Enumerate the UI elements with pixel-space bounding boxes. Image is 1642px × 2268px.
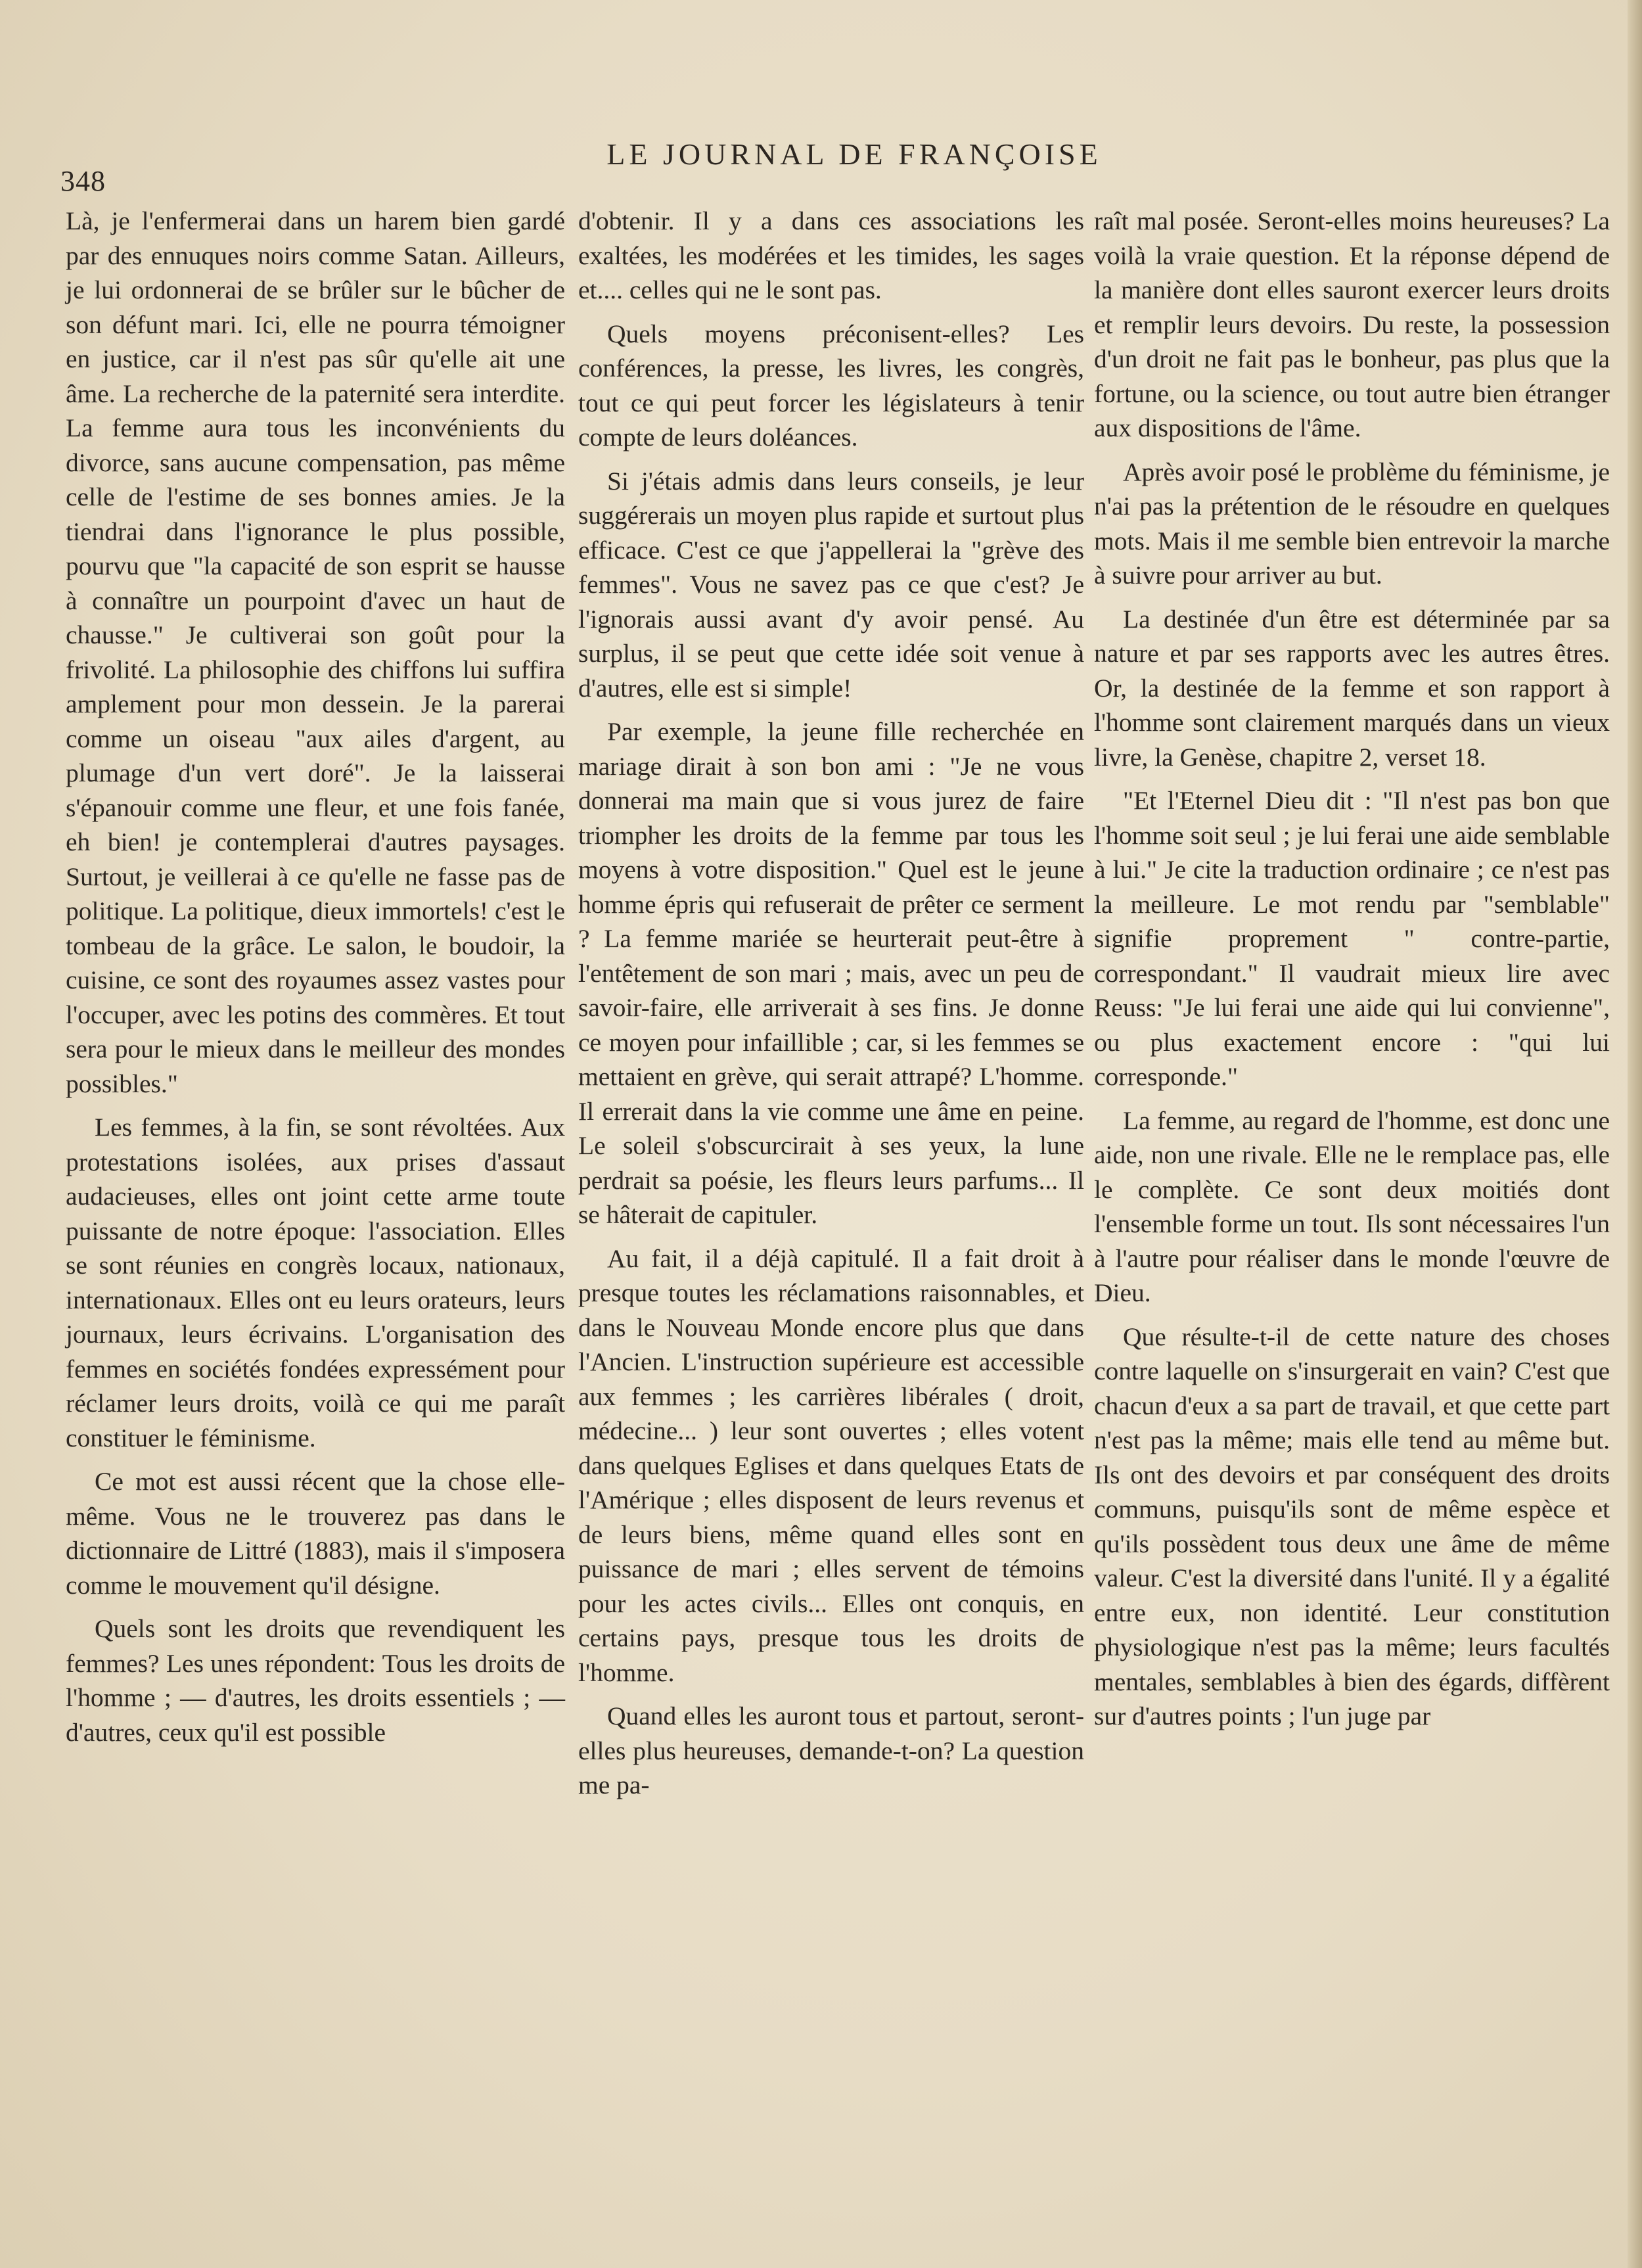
paragraph: Les femmes, à la fin, se sont révoltées. Aux protestations isolées, aux prises d'assaut audacieuses, elles ont joint cette arme toute puissante de notre époque: l'association. Elles se sont réunies en congrès locaux, nationaux, internationaux. Elles ont eu leurs orateurs, leurs journaux, leurs écrivains. L'organisation des femmes en sociétés fondées expressément pour réclamer leurs droits, voilà ce qui me paraît constituer le féminisme. (66, 1113, 565, 1452)
paragraph: Par exemple, la jeune fille recherchée en mariage dirait à son bon ami : "Je ne vous donnerai ma main que si vous jurez de faire triompher les droits de la femme par tous les moyens à votre disposition." Quel est le jeune homme épris qui refuserait de prêter ce serment ? La femme mariée se heurterait peut-être à l'entêtement de son mari ; mais, avec un peu de savoir-faire, elle arriverait à ses fins. Je donne ce moyen pour infaillible ; car, si les femmes se mettaient en grève, qui serait attrapé? L'homme. Il errerait dans la vie comme une âme en peine. Le soleil s'obscurcirait à ses yeux, la lune perdrait sa poésie, les fleurs leurs parfums... Il se hâterait de capituler. (578, 717, 1084, 1229)
paragraph: Ce mot est aussi récent que la chose elle-même. Vous ne le trouverez pas dans le dictionnaire de Littré (1883), mais il s'imposera comme le mouvement qu'il désigne. (66, 1467, 565, 1600)
paragraph: Quand elles les auront tous et partout, seront-elles plus heureuses, demande-t-on? La question me pa- (578, 1701, 1084, 1799)
page-edge (1628, 0, 1642, 2268)
paragraph: Après avoir posé le problème du féminisme, je n'ai pas la prétention de le résoudre en quelques mots. Mais il me semble bien entrevoir la marche à suivre pour arriver au but. (1094, 457, 1610, 590)
page-number: 348 (60, 165, 106, 197)
paragraph: Que résulte-t-il de cette nature des choses contre laquelle on s'insurgerait en vain? C'est que chacun d'eux a sa part de travail, et que cette part n'est pas la même; mais elle tend au même but. Ils ont des devoirs et par conséquent des droits communs, puisqu'ils sont de même espèce et qu'ils possèdent tous deux une âme de même valeur. C'est la diversité dans l'unité. Il y a égalité entre eux, non identité. Leur constitution physiologique n'est pas la même; leurs facultés mentales, semblables à bien des égards, diffèrent sur d'autres points ; l'un juge par (1094, 1322, 1610, 1730)
paragraph: Au fait, il a déjà capitulé. Il a fait droit à presque toutes les réclamations raisonnables, et dans le Nouveau Monde encore plus que dans l'Ancien. L'instruction supérieure est accessible aux femmes ; les carrières libérales ( droit, médecine... ) leur sont ouvertes ; elles votent dans quelques Eglises et dans quelques Etats de l'Amérique ; elles disposent de leurs revenus et de leurs biens, même quand elles sont en puissance de mari ; elles servent de témoins pour les actes civils... Elles ont conquis, en certains pays, presque tous les droits de l'homme. (578, 1243, 1084, 1687)
paragraph: "Et l'Eternel Dieu dit : "Il n'est pas bon que l'homme soit seul ; je lui ferai une aide semblable à lui." Je cite la traduction ordinaire ; ce n'est pas la meilleure. Le mot rendu par "semblable" signifie proprement " contre-partie, correspondant." Il vaudrait mieux lire avec Reuss: "Je lui ferai une aide qui lui convienne", ou plus exactement encore : "qui lui corresponde." (1094, 786, 1610, 1091)
paragraph: Quels sont les droits que revendiquent les femmes? Les unes répondent: Tous les droits de l'homme ; — d'autres, les droits essentiels ; — d'autres, ceux qu'il est possible (66, 1614, 565, 1747)
text-column-1 (66, 204, 565, 1759)
paragraph: La destinée d'un être est déterminée par sa nature et par ses rapports avec les autres êtres. Or, la destinée de la femme et son rapport à l'homme sont clairement marqués dans un vieux livre, la Genèse, chapitre 2, verset 18. (1094, 604, 1610, 772)
text-column-2 (578, 204, 1084, 1812)
paragraph: raît mal posée. Seront-elles moins heureuses? La voilà la vraie question. Et la réponse dépend de la manière dont elles sauront exercer leurs droits et remplir leurs devoirs. Du reste, la possession d'un droit ne fait pas le bonheur, pas plus que la fortune, ou la science, ou tout autre bien étranger aux dispositions de l'âme. (1094, 206, 1610, 442)
text-column-3 (1094, 204, 1610, 1743)
paragraph: La femme, au regard de l'homme, est donc une aide, non une rivale. Elle ne le remplace pas, elle le complète. Ce sont deux moitiés dont l'ensemble forme un tout. Ils sont nécessaires l'un à l'autre pour réaliser dans le monde l'œuvre de Dieu. (1094, 1105, 1610, 1307)
paragraph: Si j'étais admis dans leurs conseils, je leur suggérerais un moyen plus rapide et surtout plus efficace. C'est ce que j'appellerai la "grève des femmes". Vous ne savez pas ce que c'est? Je l'ignorais aussi avant d'y avoir pensé. Au surplus, il se peut que cette idée soit venue à d'autres, elle est si simple! (578, 466, 1084, 703)
running-head: LE JOURNAL DE FRANÇOISE (606, 137, 1102, 171)
paragraph: d'obtenir. Il y a dans ces associations les exaltées, les modérées et les timides, les sages et.... celles qui ne le sont pas. (578, 206, 1084, 304)
paragraph: Quels moyens préconisent-elles? Les conférences, la presse, les livres, les congrès, tout ce qui peut forcer les législateurs à tenir compte de leurs doléances. (578, 319, 1084, 451)
paragraph: Là, je l'enfermerai dans un harem bien gardé par des ennuques noirs comme Satan. Ailleurs, je lui ordonnerai de se brûler sur le bûcher de son défunt mari. Ici, elle ne pourra témoigner en justice, car il n'est pas sûr qu'elle ait une âme. La recherche de la paternité sera interdite. La femme aura tous les inconvénients du divorce, sans aucune compensation, pas même celle de l'estime de ses bonnes amies. Je la tiendrai dans l'ignorance le plus possible, pourvu que "la capacité de son esprit se hausse à connaître un pourpoint d'avec un haut de chausse." Je cultiverai son goût pour la frivolité. La philosophie des chiffons lui suffira amplement pour mon dessein. Je la parerai comme un oiseau "aux ailes d'argent, au plumage d'un vert doré". Je la laisserai s'épanouir comme une fleur, et une fois fanée, eh bien! je contemplerai d'autres paysages. Surtout, je veillerai à ce qu'elle ne fasse pas de politique. La politique, dieux immortels! c'est le tombeau de la grâce. Le salon, le boudoir, la cuisine, ce sont des royaumes assez vastes pour l'occuper, avec les potins des commères. Et tout sera pour le mieux dans le meilleur des mondes possibles." (66, 206, 565, 1098)
